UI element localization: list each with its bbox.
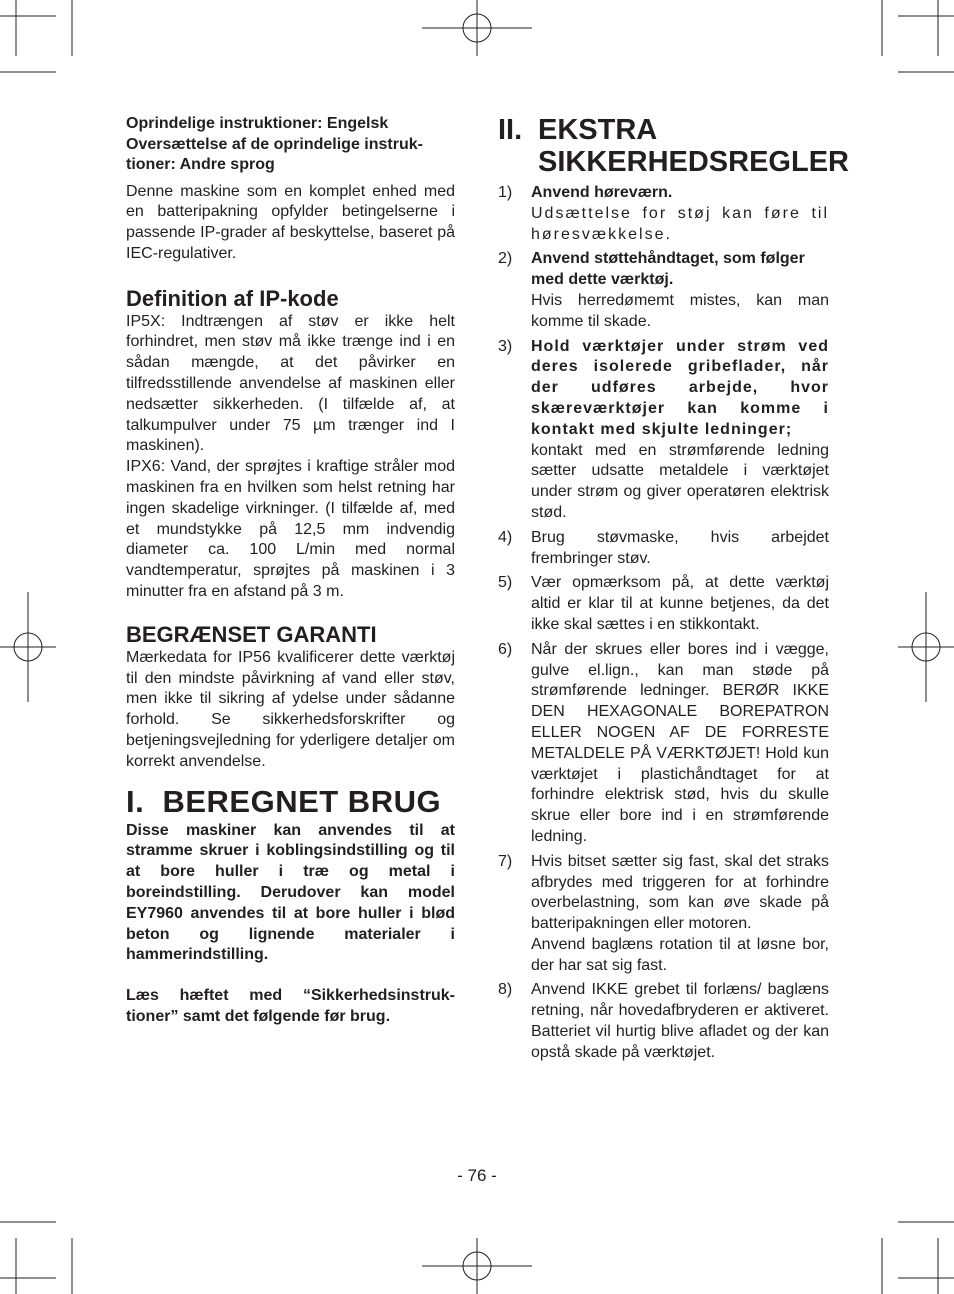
ipx6-paragraph: IPX6: Vand, der sprøjtes i kraftige stråler mod maskinen fra en hvilken som helst retning har ingen skadelige virkninger. (I tilfælde af, med et mundstykke på 12,5 mm indvendig diameter ca. 100 L/min med normal vandtemperatur, sprøjtes på maskinen i 3 minutter fra en afstand på 3 m. — [126, 458, 455, 601]
item-number: 1) — [498, 184, 513, 201]
warranty-paragraph: Mærkedata for IP56 kvalificerer dette værktøj til den mindste påvirkning af vand eller støv, men ikke til sikring af ydelse under sådanne forhold. Se sikkerhedsforskrifter og betjeningsvejledning for yderligere detaljer om korrekt anvendelse. — [126, 648, 455, 770]
list-item — [498, 528, 829, 570]
list-item — [498, 573, 829, 635]
item-number: 3) — [498, 337, 513, 355]
list-item — [498, 980, 829, 1063]
item-text: kontakt med en strømførende ledning sætter udsatte metaldele i værktøjet under strøm og giver operatøren elektrisk stød. — [531, 441, 829, 521]
item-number: 2) — [498, 250, 513, 268]
item-text: Hvis bitset sætter sig fast, skal det straks afbrydes med triggeren for at forhindre overbelastning, som kan øve skade på batteripakningen eller motoren. — [531, 852, 829, 933]
ip5x-paragraph: IP5X: Indtrængen af støv er ikke helt forhindret, men støv må ikke trænge ind i en sådan mængde, at det påvirker en tilfredsstillende anvendelse af maskinen eller nedsætter sikkerheden. (I tilfælde af, at talkumpulver under 75 µm trænger ind I maskinen). — [126, 312, 455, 455]
limited-warranty-heading: BEGRÆNSET GARANTI — [126, 621, 377, 647]
list-item — [498, 183, 829, 245]
item-number: 7) — [498, 852, 513, 870]
original-instructions-heading — [126, 114, 455, 176]
item-text: Brug støvmaske, hvis arbejdet frembringer støv. — [531, 528, 829, 567]
item-number: 4) — [498, 528, 513, 546]
section-number: II. — [498, 114, 523, 146]
section-title-line: EKSTRA — [538, 114, 658, 146]
item-text: Anvend baglæns rotation til at løsne bor, der har sat sig fast. — [531, 935, 829, 974]
left-column — [126, 114, 455, 1028]
item-title: Hold værktøjer under strøm ved deres isolerede gribeflader, når der udføres arbejde, hvor skæreværktøjer kan komme i kontakt med skjulte ledninger; — [531, 337, 829, 438]
item-number: 6) — [498, 640, 513, 658]
right-column — [498, 114, 849, 1068]
item-title: Anvend høreværn. — [531, 184, 673, 201]
list-item — [498, 640, 829, 848]
item-text: Anvend IKKE grebet til forlæns/ baglæns retning, når hovedafbryderen er aktiveret. Batteriet vil hurtig blive afladet og der kan opstå skade på værktøjet. — [531, 981, 829, 1061]
read-booklet-paragraph: Læs hæftet med “Sikkerhedsinstruk-tioner” samt det følgende før brug. — [126, 987, 455, 1025]
item-text: Når der skrues eller bores ind i vægge, gulve el.lign., kan man støde på strømførende ledninger. BERØR IKKE DEN HEXAGONALE BOREPATRON ELLER NOGEN AF DE FORRESTE METALDELE PÅ VÆRKTØJET! Hold kun værktøjet i plastichåndtaget for at forhindre elektrisk stød, hvis du skulle skrue eller bore ind i en strømførende ledning. — [531, 640, 829, 845]
intro-heading-line: Oprindelige instruktioner: Engelsk — [126, 115, 389, 132]
list-item — [498, 852, 829, 977]
section-title — [538, 114, 849, 178]
intro-heading-line: tioner: Andre sprog — [126, 156, 275, 173]
item-text: Udsættelse for støj kan føre til høresvækkelse. — [531, 204, 829, 243]
intended-use-paragraph: Disse maskiner kan anvendes til at stramme skruer i koblingsindstilling og til at bore huller i træ og metal i boreindstilling. Derudover kan model EY7960 anvendes til at bore huller i blød beton og lignende materialer i hammerindstilling. — [126, 821, 455, 964]
item-title: Anvend støttehåndtaget, som følger med dette værktøj. — [531, 250, 805, 289]
item-number: 8) — [498, 981, 513, 999]
intended-use-heading: I. BEREGNET BRUG — [126, 783, 442, 819]
intro-heading-line: Oversættelse af de oprindelige instruk- — [126, 135, 423, 153]
list-item — [498, 249, 829, 332]
ip-code-heading: Definition af IP-kode — [126, 285, 339, 311]
page-number: - 76 - — [457, 1166, 497, 1185]
section-title-line: SIKKERHEDSREGLER — [538, 146, 849, 178]
safety-rules-heading — [498, 114, 849, 178]
list-item — [498, 337, 829, 524]
intro-paragraph: Denne maskine som en komplet enhed med en batteripakning opfylder betingelserne i passende IP-grader af beskyttelse, baseret på IEC-regulativer. — [126, 182, 455, 262]
item-text: Vær opmærksom på, at dette værktøj altid er klar til at kunne betjenes, da det ikke skal sættes i en stikkontakt. — [531, 574, 829, 633]
item-text: Hvis herredømemt mistes, kan man komme til skade. — [531, 291, 829, 330]
item-number: 5) — [498, 574, 513, 592]
